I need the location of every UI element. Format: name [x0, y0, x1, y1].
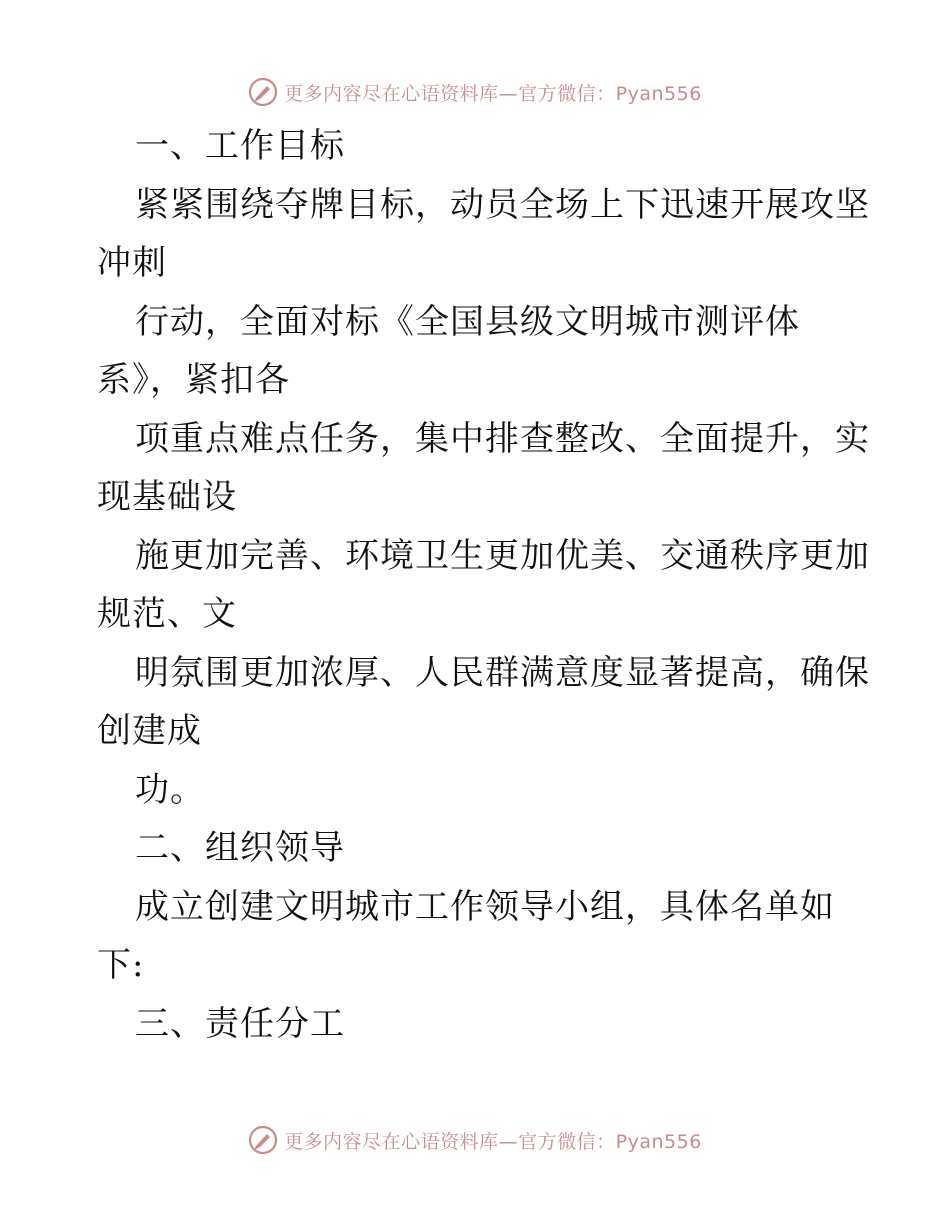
heading-responsibility-division: 三、责任分工 [135, 1003, 345, 1044]
pen-logo-icon [248, 77, 278, 107]
watermark-footer [0, 1120, 950, 1160]
paragraph-line: 创建成 [97, 711, 202, 751]
watermark-text: 更多内容尽在心语资料库—官方微信：Pyan556 [284, 1130, 702, 1153]
paragraph-line: 紧紧围绕夺牌目标，动员全场上下迅速开展攻坚 [135, 184, 870, 225]
paragraph-line: 下: [97, 945, 145, 985]
paragraph-line: 行动，全面对标《全国县级文明城市测评体 [135, 301, 800, 342]
paragraph-line: 规范、文 [97, 594, 237, 634]
paragraph-line: 功。 [135, 769, 205, 810]
watermark-header [0, 72, 950, 112]
paragraph-line: 冲刺 [97, 243, 167, 283]
document-body [97, 117, 870, 1053]
paragraph-line: 项重点难点任务，集中排查整改、全面提升，实 [135, 418, 870, 459]
paragraph-line: 施更加完善、环境卫生更加优美、交通秩序更加 [135, 535, 870, 576]
heading-work-goal: 一、工作目标 [135, 126, 345, 166]
paragraph-line: 系》，紧扣各 [97, 360, 290, 400]
pen-logo-icon [248, 1125, 278, 1155]
paragraph-line: 成立创建文明城市工作领导小组，具体名单如 [135, 886, 835, 927]
paragraph-line: 明氛围更加浓厚、人民群满意度显著提高，确保 [135, 652, 870, 693]
heading-organization-leadership: 二、组织领导 [135, 828, 345, 868]
paragraph-line: 现基础设 [97, 477, 237, 517]
watermark-text: 更多内容尽在心语资料库—官方微信：Pyan556 [284, 82, 702, 105]
